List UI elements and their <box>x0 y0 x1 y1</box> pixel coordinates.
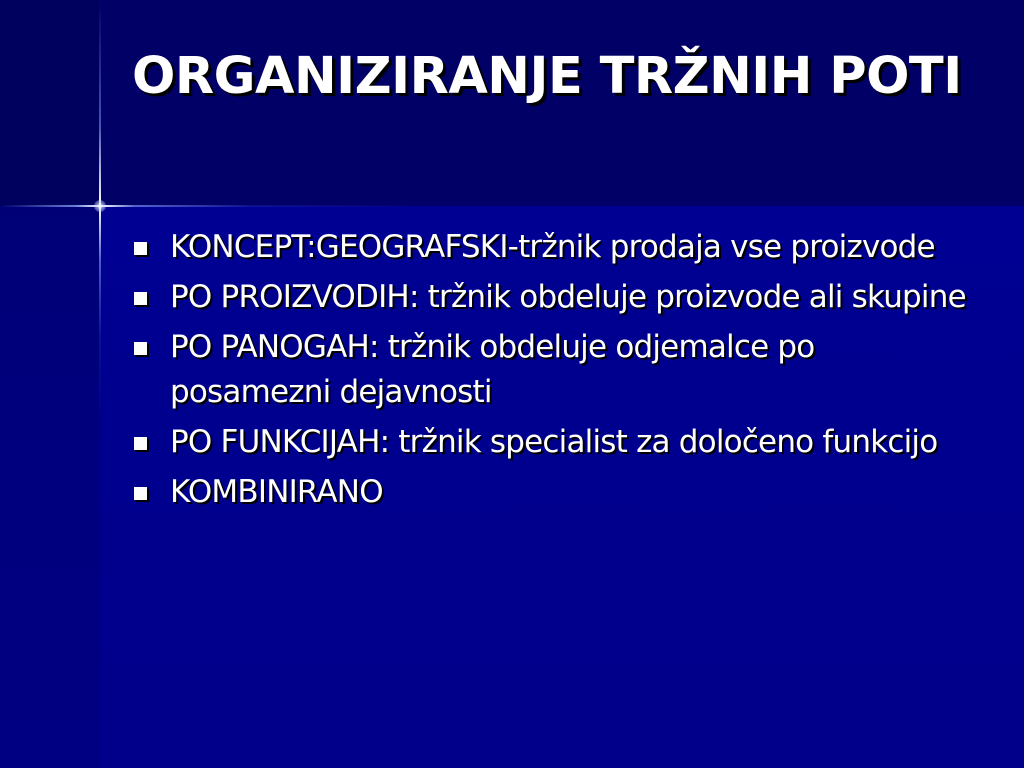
bullet-item <box>132 275 982 320</box>
bullet-text: KOMBINIRANO <box>170 474 383 510</box>
bullet-text: PO PANOGAH: tržnik obdeluje odjemalce po posamezni dejavnosti <box>170 329 815 410</box>
bullet-text: PO FUNKCIJAH: tržnik specialist za določeno funkcijo <box>170 424 938 460</box>
square-bullet-icon <box>134 487 147 500</box>
title-band-corner <box>0 0 100 206</box>
bullet-item <box>132 225 982 270</box>
bullet-item <box>132 325 982 415</box>
bullet-text: KONCEPT:GEOGRAFSKI-tržnik prodaja vse proizvode <box>170 229 935 265</box>
bullet-text: PO PROIZVODIH: tržnik obdeluje proizvode ali skupine <box>170 279 966 315</box>
square-bullet-icon <box>134 437 147 450</box>
square-bullet-icon <box>134 292 147 305</box>
sparkle-horizontal-line <box>0 205 420 207</box>
slide-title: ORGANIZIRANJE TRŽNIH POTI <box>132 47 962 106</box>
bullet-item <box>132 470 982 515</box>
bullet-list <box>132 225 982 520</box>
sparkle-star-icon <box>94 200 106 212</box>
bullet-item <box>132 420 982 465</box>
square-bullet-icon <box>134 342 147 355</box>
square-bullet-icon <box>134 242 147 255</box>
